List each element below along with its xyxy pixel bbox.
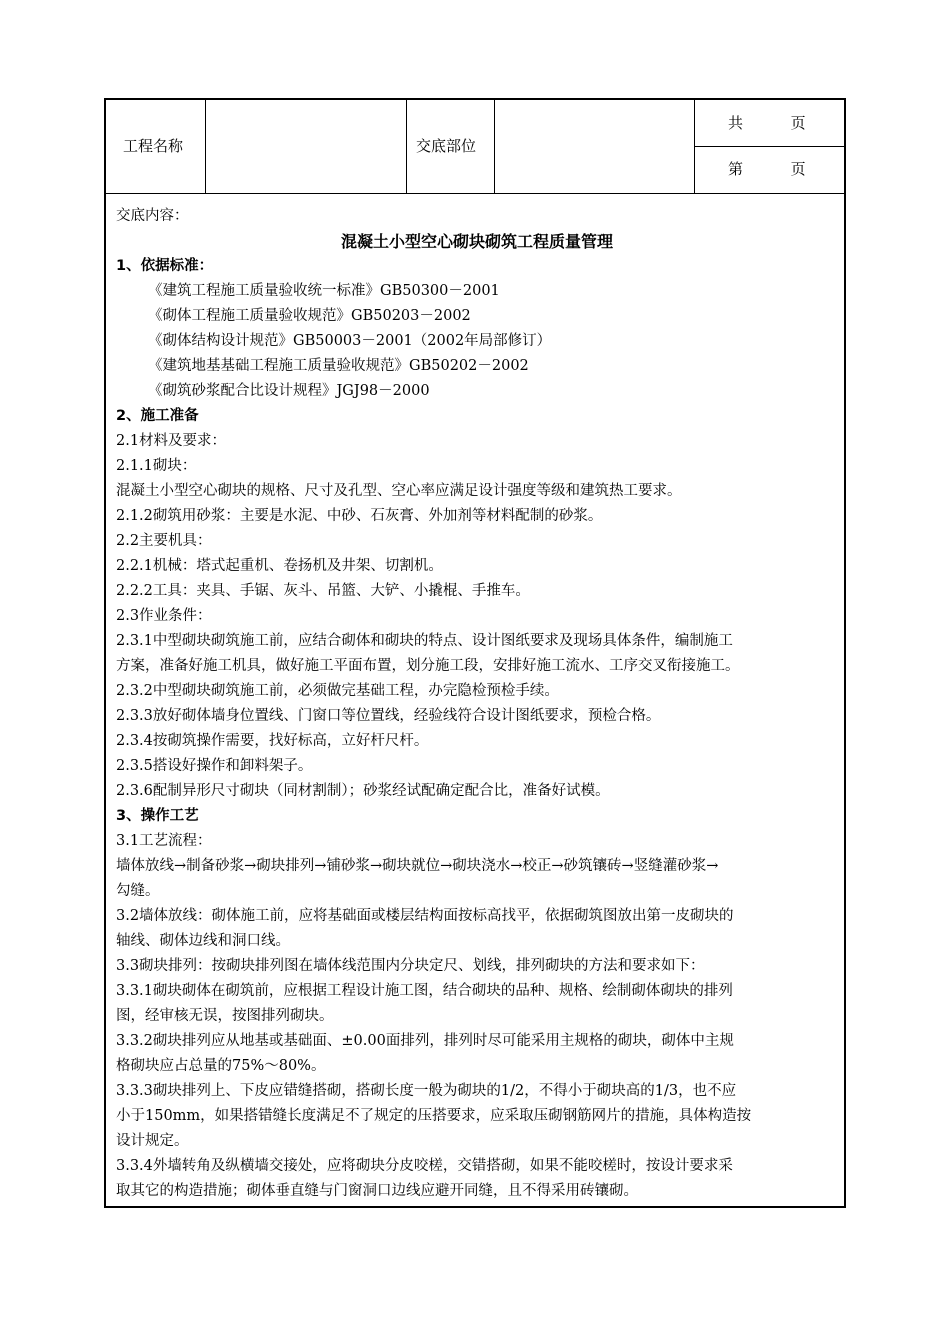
text-line: 3.2墙体放线：砌体施工前，应将基础面或楼层结构面按标高找平，依据砌筑图放出第一皮砌块的 — [116, 908, 734, 924]
header-divider — [406, 100, 407, 193]
text-line: 设计规定。 — [116, 1133, 189, 1149]
content-label: 交底内容： — [116, 208, 189, 224]
text-line: 2.3.2中型砌块砌筑施工前，必须做完基础工程，办完隐检预检手续。 — [116, 683, 559, 699]
header-divider — [494, 100, 495, 193]
total-pages: 共 页 — [728, 114, 806, 132]
document-frame — [104, 98, 846, 1208]
page-count-divider — [694, 146, 844, 147]
section-heading: 1、依据标准： — [116, 258, 214, 274]
text-line: 2.3.5搭设好操作和卸料架子。 — [116, 758, 313, 774]
document-title: 混凝土小型空心砌块砌筑工程质量管理 — [340, 232, 613, 251]
text-line: 《建筑工程施工质量验收统一标准》GB50300－2001 — [148, 283, 500, 299]
text-line: 3.3.3砌块排列上、下皮应错缝搭砌，搭砌长度一般为砌块的1/2，不得小于砌块高的1/3，也不应 — [116, 1083, 737, 1099]
text-line: 2.1.2砌筑用砂浆：主要是水泥、中砂、石灰膏、外加剂等材料配制的砂浆。 — [116, 508, 603, 524]
text-line: 方案，准备好施工机具，做好施工平面布置，划分施工段，安排好施工流水、工序交叉衔接施工。 — [116, 658, 740, 674]
text-line: 《砌体结构设计规范》GB50003－2001（2002年局部修订） — [148, 333, 552, 349]
text-line: 2.2.1机械：塔式起重机、卷扬机及井架、切割机。 — [116, 558, 443, 574]
text-line: 3.3.2砌块排列应从地基或基础面、±0.00面排列，排列时尽可能采用主规格的砌块，砌体中主规 — [116, 1033, 734, 1049]
text-line: 轴线、砌体边线和洞口线。 — [116, 933, 290, 949]
text-line: 混凝土小型空心砌块的规格、尺寸及孔型、空心率应满足设计强度等级和建筑热工要求。 — [116, 483, 682, 499]
text-line: 2.2.2工具：夹具、手锯、灰斗、吊篮、大铲、小撬棍、手推车。 — [116, 583, 530, 599]
header-divider — [205, 100, 206, 193]
text-line: 2.3.6配制异形尺寸砌块（同材割制）；砂浆经试配确定配合比，准备好试模。 — [116, 783, 610, 799]
content-lines — [116, 254, 838, 1204]
section-heading: 3、操作工艺 — [116, 808, 199, 824]
text-line: 墙体放线→制备砂浆→砌块排列→铺砂浆→砌块就位→砌块浇水→校正→砂筑镶砖→竖缝灌砂浆→ — [116, 858, 719, 874]
text-line: 格砌块应占总量的75%～80%。 — [116, 1058, 326, 1074]
text-line: 《砌体工程施工质量验收规范》GB50203－2002 — [148, 308, 471, 324]
text-line: 《砌筑砂浆配合比设计规程》JGJ98－2000 — [148, 383, 430, 399]
text-line: 2.3.4按砌筑操作需要，找好标高，立好杆尺杆。 — [116, 733, 429, 749]
text-line: 2.3.1中型砌块砌筑施工前，应结合砌体和砌块的特点、设计图纸要求及现场具体条件，编制施工 — [116, 633, 733, 649]
text-line: 小于150mm，如果搭错缝长度满足不了规定的压搭要求，应采取压砌钢筋网片的措施，具体构造按 — [116, 1108, 752, 1124]
text-line: 2.2主要机具： — [116, 533, 212, 549]
text-line: 图，经审核无误，按图排列砌块。 — [116, 1008, 334, 1024]
text-line: 2.3.3放好砌体墙身位置线、门窗口等位置线，经验线符合设计图纸要求，预检合格。 — [116, 708, 661, 724]
header-table — [106, 100, 844, 194]
text-line: 《建筑地基基础工程施工质量验收规范》GB50202－2002 — [148, 358, 529, 374]
text-line: 3.1工艺流程： — [116, 833, 212, 849]
text-line: 2.3作业条件： — [116, 608, 212, 624]
location-label: 交底部位 — [416, 137, 477, 155]
text-line: 2.1.1砌块： — [116, 458, 197, 474]
text-line: 取其它的构造措施；砌体垂直缝与门窗洞口边线应避开同缝，且不得采用砖镶砌。 — [116, 1183, 638, 1199]
text-line: 勾缝。 — [116, 883, 160, 899]
text-line: 2.1材料及要求： — [116, 433, 227, 449]
text-line: 3.3.4外墙转角及纵横墙交接处，应将砌块分皮咬槎，交错搭砌，如果不能咬槎时，按设计要求采 — [116, 1158, 733, 1174]
disclosure-content — [116, 204, 838, 1204]
text-line: 3.3砌块排列：按砌块排列图在墙体线范围内分块定尺、划线，排列砌块的方法和要求如下： — [116, 958, 705, 974]
section-heading: 2、施工准备 — [116, 408, 199, 424]
text-line: 3.3.1砌块砌体在砌筑前，应根据工程设计施工图，结合砌块的品种、规格、绘制砌体砌块的排列 — [116, 983, 733, 999]
page-number: 第 页 — [728, 160, 806, 178]
project-name-label: 工程名称 — [123, 137, 184, 155]
